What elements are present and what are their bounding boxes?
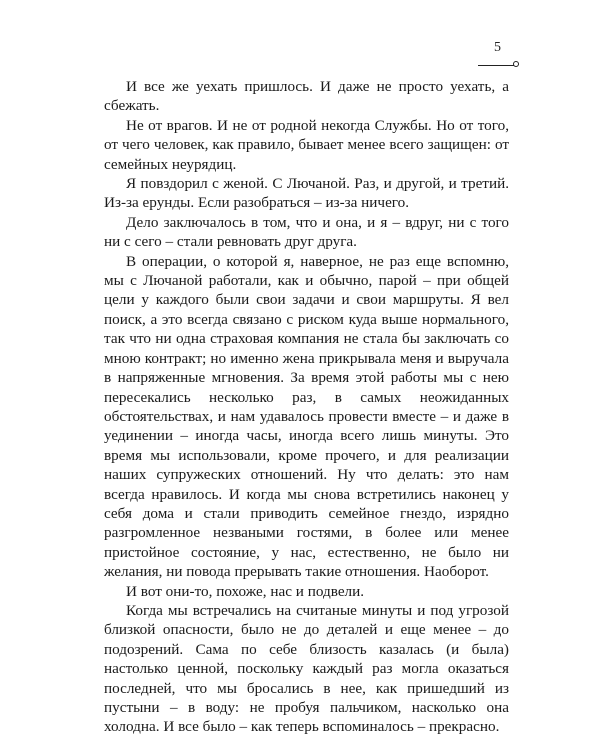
body-text (104, 77, 509, 737)
page-number-ornament-dot (513, 61, 519, 67)
paragraph: И вот они-то, похоже, нас и подвели. (126, 582, 365, 600)
paragraph: Я повздорил с женой. С Лючаной. Раз, и другой, и третий. Из-за ерунды. Если разобраться – из-за ничего. (104, 175, 509, 212)
paragraph: В операции, о которой я, наверное, не раз еще вспомню, мы с Лючаной работали, как и обычно, парой – при общей цели у каждого были свои задачи и свои маршруты. Я вел поиск, а это всегда связано с риском куда выше нормального, так что ни одна страховая компания не стала бы заключать со мною контракт; но именно жена прикрывала меня и выручала в напряженные мгновения. За время этой работы мы с нею пересекались несколько раз, в самых неожиданных обстоятельствах, и нам удавалось провести вместе – и даже в уединении – иногда часы, иногда всего лишь минуты. Это время мы использовали, кроме прочего, и для реализации наших супружеских отношений. Ну что делать: это нам всегда нравилось. И когда мы снова встретились наконец у себя дома и стали приводить семейное гнездо, изрядно разгромленное незваными гостями, в более или менее пристойное состояние, у нас, естественно, не было ни желания, ни повода прерывать такие отношения. Наоборот. (104, 252, 509, 581)
paragraph: Дело заключалось в том, что и она, и я – вдруг, ни с того ни с сего – стали ревновать друг друга. (104, 213, 509, 251)
page-number-rule (478, 65, 516, 66)
page-number: 5 (494, 40, 501, 55)
paragraph: И все же уехать пришлось. И даже не просто уехать, а сбежать. (104, 78, 509, 115)
paragraph: Когда мы встречались на считаные минуты и под угрозой близкой опасности, было не до деталей и еще менее – до подозрений. Сама по себе близость казалась (и была) настолько ценной, поскольку каждый раз могла оказаться последней, что мы бросались в нее, как пришедший из пустыни – в воду: не пробуя пальчиком, насколько она холодна. И все было – как теперь вспоминалось – прекрасно. (104, 601, 509, 736)
paragraph: Не от врагов. И не от родной некогда Службы. Но от того, от чего человек, как правило, бывает менее всего защищен: от семейных неурядиц. (104, 116, 509, 173)
